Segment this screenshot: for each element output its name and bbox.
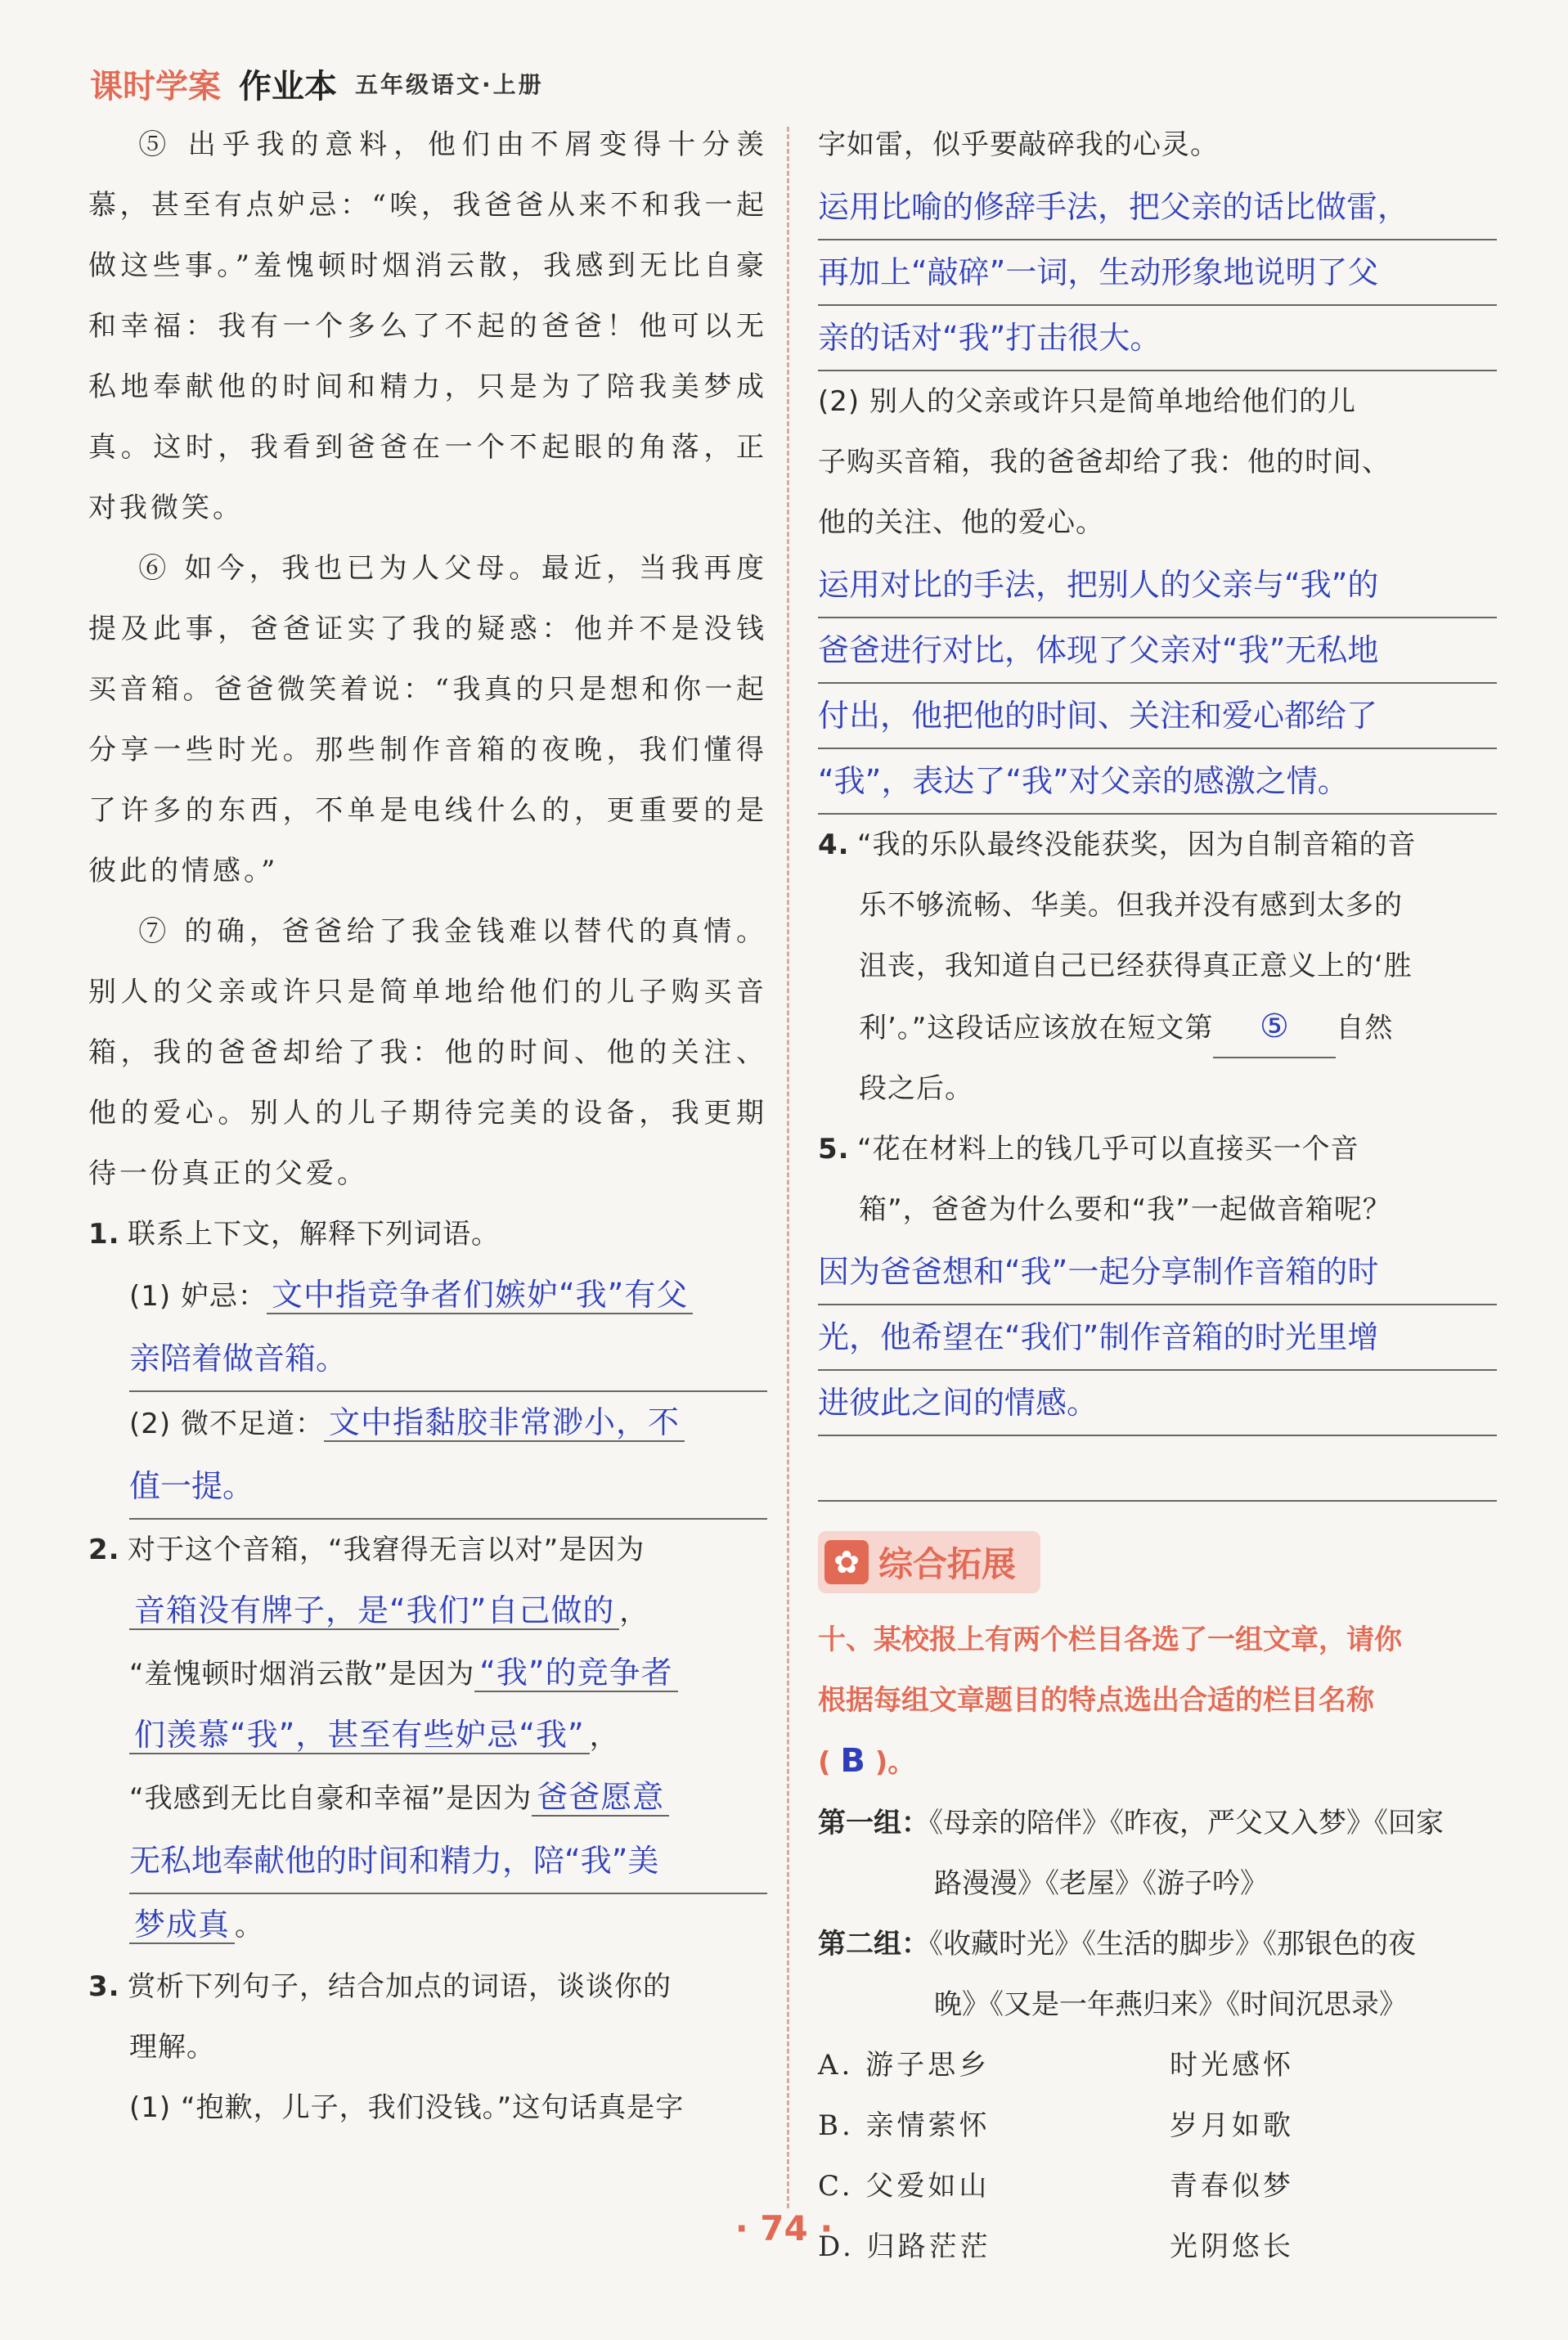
q3-answer-2d[interactable]: “我”，表达了“我”对父亲的感激之情。 <box>818 749 1497 815</box>
q1-sub1-label: (1) 妒忌： <box>129 1280 267 1313</box>
option-c-column: 青春似梦 <box>1170 2170 1294 2203</box>
q5-answer-a[interactable]: 因为爸爸想和“我”一起分享制作音箱的时 <box>818 1240 1497 1305</box>
book-title: 作业本 <box>239 67 337 106</box>
q3-sub2-a: (2) 别人的父亲或许只是简单地给他们的儿 <box>818 385 1356 418</box>
paragraph-5: ⑤ 出乎我的意料，他们由不屑变得十分羡慕，甚至有点妒忌：“唉，我爸爸从来不和我一起做这些事。”羞愧顿时烟消云散，我感到无比自豪和幸福：我有一个多么了不起的爸爸！他可以无私地奉献他的时间和精力，只是为了陪我美梦成真。这时，我看到爸爸在一个不起眼的角落，正对我微笑。 <box>88 128 767 524</box>
q3-sub2-b: 子购买音箱，我的爸爸却给了我：他的时间、 <box>818 446 1391 478</box>
group-1 <box>818 1793 1497 1914</box>
paragraph-6: ⑥ 如今，我也已为人父母。最近，当我再度提及此事，爸爸证实了我的疑惑：他并不是没钱买音箱。爸爸微笑着说：“我真的只是想和你一起分享一些时光。那些制作音箱的夜晚，我们懂得了许多的东西，不单是电线什么的，更重要的是彼此的情感。” <box>88 552 767 887</box>
q3-answer-1c[interactable]: 亲的话对“我”打击很大。 <box>818 306 1497 371</box>
option-a[interactable]: A. 游子思乡 <box>818 2049 991 2082</box>
q1-text: 联系上下文，解释下列词语。 <box>128 1218 500 1251</box>
question-1 <box>88 1204 767 1520</box>
q3-answer-2a[interactable]: 运用对比的手法，把别人的父亲与“我”的 <box>818 553 1497 618</box>
q3-text-a: 赏析下列句子，结合加点的词语，谈谈你的 <box>128 1970 672 2003</box>
q4-text-e: 段之后。 <box>859 1072 973 1105</box>
q2-number: 2. <box>88 1534 120 1566</box>
q4-text-d2: 自然 <box>1336 1012 1394 1044</box>
q3-number: 3. <box>88 1970 120 2003</box>
q2-answer-2a[interactable]: “我”的竞争者 <box>474 1655 677 1692</box>
q10-text-a: 十、某校报上有两个栏目各选了一组文章，请你 <box>818 1624 1402 1656</box>
paragraph-7: ⑦ 的确，爸爸给了我金钱难以替代的真情。别人的父亲或许只是简单地给他们的儿子购买音箱，我的爸爸却给了我：他的时间、他的关注、他的爱心。别人的儿子期待完美的设备，我更期待一份真正的父爱。 <box>88 915 767 1190</box>
q3-answer-2b[interactable]: 爸爸进行对比，体现了父亲对“我”无私地 <box>818 618 1497 684</box>
q2-period: 。 <box>235 1910 264 1943</box>
q3-sub1: (1) “抱歉，儿子，我们没钱。”这句话真是字 <box>129 2091 685 2124</box>
q2-text-3: “我感到无比自豪和幸福”是因为 <box>129 1782 532 1815</box>
section-title: 综合拓展 <box>878 1544 1017 1584</box>
q3-continued: 字如雷，似乎要敲碎我的心灵。 <box>818 128 1219 161</box>
q5-answer-c[interactable]: 进彼此之间的情感。 <box>818 1371 1497 1436</box>
q2-text-1: 对于这个音箱，“我窘得无言以对”是因为 <box>128 1534 645 1566</box>
q3-text-b: 理解。 <box>129 2031 215 2064</box>
option-c[interactable]: C. 父爱如山 <box>818 2170 991 2203</box>
q10-paren-close: )。 <box>874 1746 916 1779</box>
brand-name: 课时学案 <box>90 67 221 106</box>
group-2-label: 第二组： <box>818 1928 929 1960</box>
q4-number: 4. <box>818 829 850 861</box>
q1-sub2-answer-b[interactable]: 值一提。 <box>129 1454 767 1520</box>
q1-sub1-answer-b[interactable]: 亲陪着做音箱。 <box>129 1327 767 1392</box>
q1-sub2-label: (2) 微不足道： <box>129 1408 324 1440</box>
q2-answer-2b[interactable]: 们羡慕“我”，甚至有些妒忌“我” <box>129 1717 590 1754</box>
q2-answer-3a[interactable]: 爸爸愿意 <box>532 1779 669 1817</box>
q10-paren-open: ( <box>818 1746 831 1779</box>
group-1-titles-b: 路漫漫》《老屋》《游子吟》 <box>934 1867 1268 1900</box>
group-1-label: 第一组： <box>818 1807 929 1839</box>
page-header <box>90 59 544 108</box>
q2-comma-1: ， <box>619 1596 649 1628</box>
question-3 <box>88 1956 767 2138</box>
q1-sub1-answer-a[interactable]: 文中指竞争者们嫉妒“我”有父 <box>267 1277 693 1314</box>
q5-number: 5. <box>818 1133 850 1166</box>
q10-answer[interactable]: B <box>840 1742 865 1780</box>
q2-text-2: “羞愧顿时烟消云散”是因为 <box>129 1658 475 1691</box>
right-column <box>818 115 1497 2277</box>
q3-answer-1b[interactable]: 再加上“敲碎”一词，生动形象地说明了父 <box>818 240 1497 306</box>
q5-text-b: 箱”，爸爸为什么要和“我”一起做音箱呢？ <box>859 1193 1391 1226</box>
q10-text-b: 根据每组文章题目的特点选出合适的栏目名称 <box>818 1684 1374 1717</box>
question-4 <box>818 815 1497 1119</box>
q4-text-d1: 利’。”这段话应该放在短文第 <box>859 1012 1214 1044</box>
q2-answer-1[interactable]: 音箱没有牌子，是“我们”自己做的 <box>129 1592 619 1630</box>
option-b[interactable]: B. 亲情萦怀 <box>818 2109 991 2142</box>
star-icon: ✿ <box>824 1540 869 1584</box>
option-a-column: 时光感怀 <box>1170 2049 1294 2082</box>
q1-number: 1. <box>88 1218 120 1251</box>
q3-answer-2c[interactable]: 付出，他把他的时间、关注和爱心都给了 <box>818 684 1497 749</box>
option-d[interactable]: D. 归路茫茫 <box>818 2230 991 2263</box>
q1-sub2-answer-a[interactable]: 文中指黏胶非常渺小，不 <box>324 1404 685 1442</box>
q3-sub2-c: 他的关注、他的爱心。 <box>818 506 1104 539</box>
q4-text-c: 沮丧，我知道自己已经获得真正意义上的‘胜 <box>859 950 1413 982</box>
section-badge <box>818 1531 1040 1593</box>
q5-answer-b[interactable]: 光，他希望在“我们”制作音箱的时光里增 <box>818 1305 1497 1371</box>
group-2 <box>818 1914 1497 2035</box>
q2-comma-2: ， <box>589 1720 618 1753</box>
page-number: · 74 · <box>735 2208 833 2248</box>
q2-answer-3b[interactable]: 无私地奉献他的时间和精力，陪“我”美 <box>129 1829 767 1894</box>
q4-answer-blank[interactable]: ⑤ <box>1213 996 1336 1058</box>
left-column <box>88 115 767 2138</box>
column-divider <box>787 127 789 2208</box>
q2-answer-3c[interactable]: 梦成真 <box>129 1907 235 1944</box>
q5-blank-line[interactable] <box>818 1436 1497 1502</box>
grade-label: 五年级语文·上册 <box>355 71 544 98</box>
question-2 <box>88 1520 767 1956</box>
group-2-titles-b: 晚》《又是一年燕归来》《时间沉思录》 <box>934 1988 1407 2021</box>
group-1-titles-a: 《母亲的陪伴》《昨夜，严父又入梦》《回家 <box>929 1807 1444 1839</box>
option-d-column: 光阴悠长 <box>1170 2230 1294 2263</box>
group-2-titles-a: 《收藏时光》《生活的脚步》《那银色的夜 <box>929 1928 1416 1960</box>
q4-text-b: 乐不够流畅、华美。但我并没有感到太多的 <box>859 889 1403 922</box>
question-5 <box>818 1119 1497 1502</box>
q5-text-a: “花在材料上的钱几乎可以直接买一个音 <box>857 1133 1359 1166</box>
q3-answer-1a[interactable]: 运用比喻的修辞手法，把父亲的话比做雷， <box>818 175 1497 240</box>
option-b-column: 岁月如歌 <box>1170 2109 1294 2142</box>
q4-text-a: “我的乐队最终没能获奖，因为自制音箱的音 <box>857 829 1417 861</box>
